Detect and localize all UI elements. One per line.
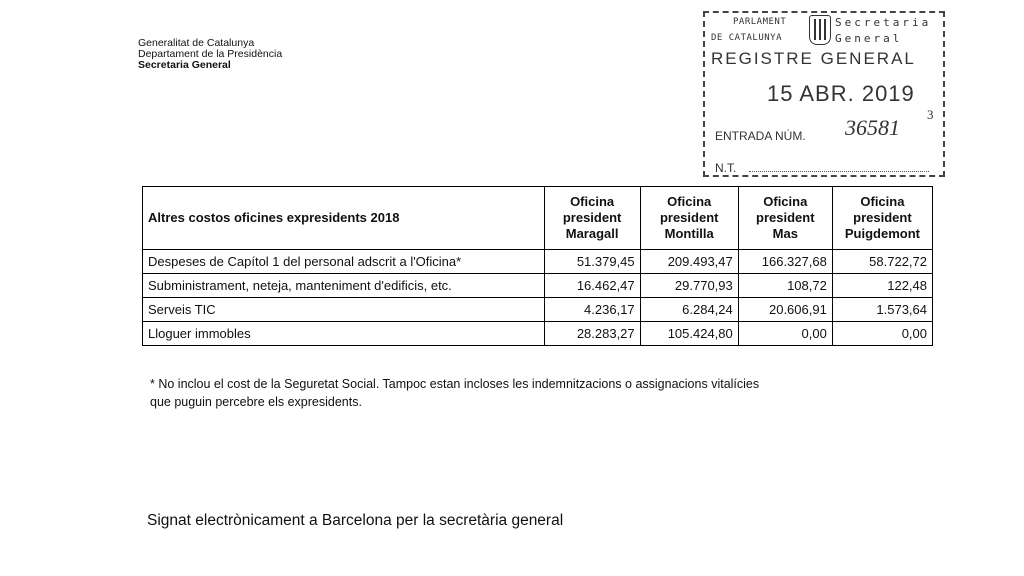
row-label: Serveis TIC [143, 298, 545, 322]
table-title: Altres costos oficines expresidents 2018 [143, 187, 545, 250]
stamp-secretaria: Secretaria [835, 16, 932, 29]
stamp-nt-label: N.T. [715, 161, 737, 175]
table-cell: 122,48 [832, 274, 932, 298]
table-cell: 51.379,45 [544, 250, 640, 274]
table-header-row [143, 187, 933, 250]
stamp-catalunya: DE CATALUNYA [711, 33, 783, 43]
letterhead [138, 38, 282, 71]
column-header-puigdemont: Oficina president Puigdemont [832, 187, 932, 250]
table-cell: 108,72 [738, 274, 832, 298]
stamp-entrada-label: ENTRADA NÚM. [715, 129, 806, 143]
row-label: Subministrament, neteja, manteniment d'edificis, etc. [143, 274, 545, 298]
row-label: Despeses de Capítol 1 del personal adscrit a l'Oficina* [143, 250, 545, 274]
footnote [150, 375, 930, 411]
table-cell: 166.327,68 [738, 250, 832, 274]
table-cell: 209.493,47 [640, 250, 738, 274]
stamp-superscript: 3 [927, 107, 934, 122]
seal-icon [809, 15, 831, 45]
stamp-general: General [835, 32, 903, 45]
costs-table [142, 186, 933, 346]
stamp-nt-line [749, 159, 929, 172]
letterhead-line-1: Generalitat de Catalunya [138, 37, 255, 49]
table-cell: 4.236,17 [544, 298, 640, 322]
table-cell: 28.283,27 [544, 322, 640, 346]
table-row [143, 250, 933, 274]
table-row [143, 274, 933, 298]
table-cell: 105.424,80 [640, 322, 738, 346]
signature-line: Signat electrònicament a Barcelona per la secretària general [147, 512, 564, 529]
table-cell: 0,00 [738, 322, 832, 346]
letterhead-line-2: Departament de la Presidència [138, 48, 283, 60]
table-cell: 16.462,47 [544, 274, 640, 298]
table-cell: 29.770,93 [640, 274, 738, 298]
stamp-registre: REGISTRE GENERAL [711, 49, 916, 68]
footnote-line-1: * No inclou el cost de la Seguretat Social. Tampoc estan incloses les indemnitzacions o assignacions vitalícies [150, 377, 760, 391]
column-header-mas: Oficina president Mas [738, 187, 832, 250]
table-cell: 20.606,91 [738, 298, 832, 322]
table-cell: 0,00 [832, 322, 932, 346]
table-row [143, 322, 933, 346]
footnote-line-2: que puguin percebre els expresidents. [150, 395, 362, 409]
table-cell: 6.284,24 [640, 298, 738, 322]
stamp-date: 15 ABR. 2019 [767, 81, 915, 106]
stamp-parlament: PARLAMENT [733, 17, 787, 27]
registry-stamp [703, 11, 945, 177]
table-cell: 1.573,64 [832, 298, 932, 322]
stamp-entrada-number: 36581 [845, 115, 900, 140]
table-cell: 58.722,72 [832, 250, 932, 274]
letterhead-line-3: Secretaria General [138, 59, 231, 71]
table-row [143, 298, 933, 322]
column-header-maragall: Oficina president Maragall [544, 187, 640, 250]
column-header-montilla: Oficina president Montilla [640, 187, 738, 250]
row-label: Lloguer immobles [143, 322, 545, 346]
